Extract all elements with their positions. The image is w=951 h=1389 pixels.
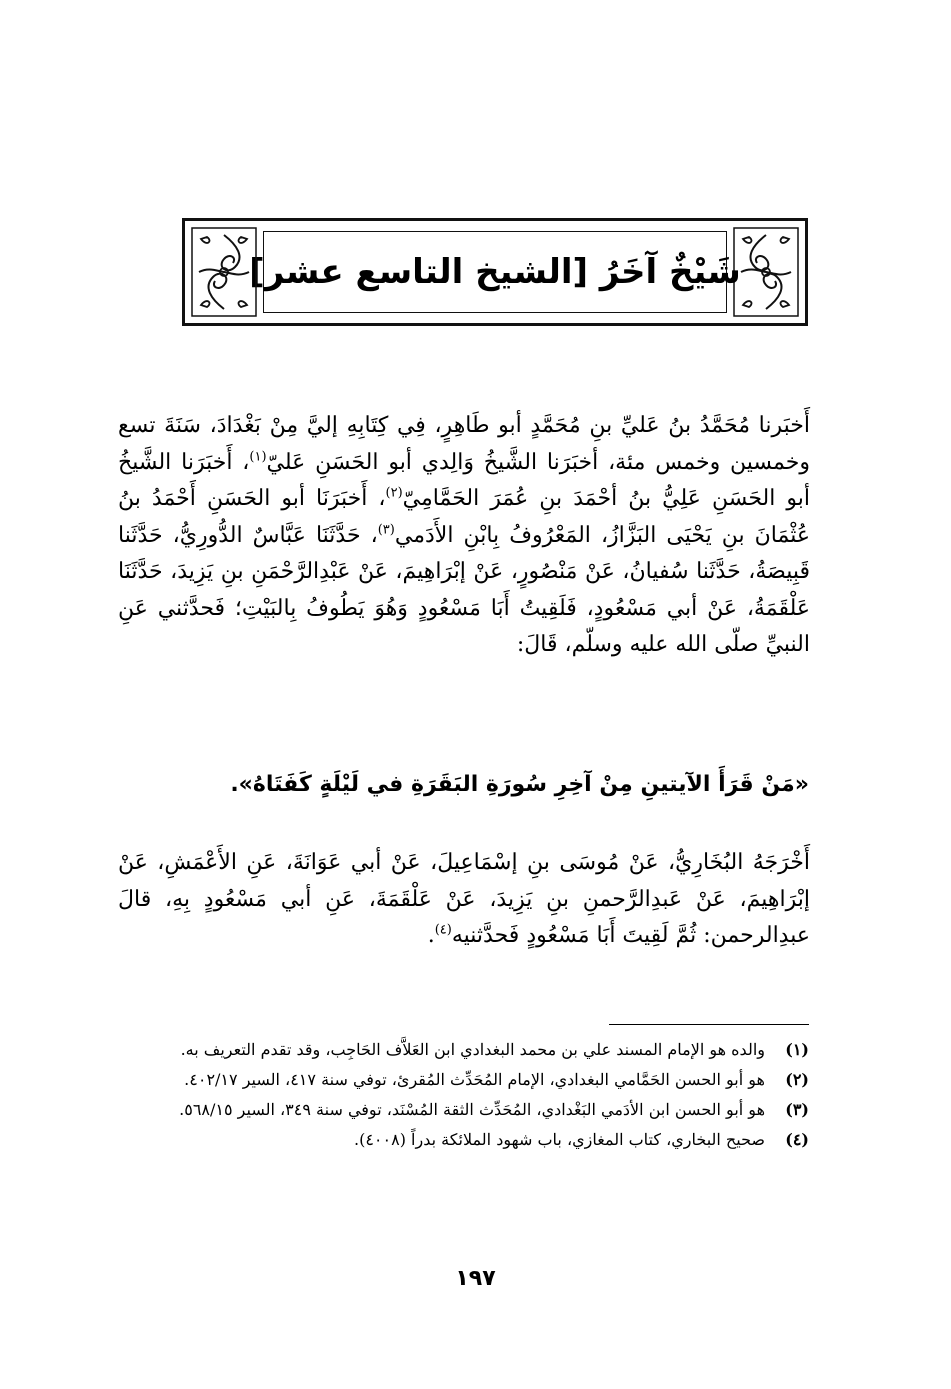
paragraph-text: ، حَدَّثَنَا عَبَّاسٌ الدُّورِيُّ، حَدَّثَنا قَبِيصَةُ، حَدَّثَنا سُفيانُ، عَنْ مَنْصُورٍ، عَنْ إبْرَاهِيمَ، عَنْ عَبْدِالرَّحْمَنِ بنِ يَزِيدَ، حَدَّثَنَا عَلْقَمَةُ، عَنْ أبي مَسْعُودٍ، فَلَقِيتُ أَبَا مَسْعُودٍ وَهُوَ يَطُوفُ بِالبَيْتِ؛ فَحدَّثني عَنِ النبيِّ صلّى الله عليه وسلّم، قَالَ: — [118, 522, 810, 657]
footnote-ref[interactable]: (١) — [249, 449, 267, 465]
footnote-item — [118, 1096, 809, 1123]
footnote-text: هو أبو الحسن ابن الأدَمي البَغْدادي، المُحَدِّث الثقة المُسْنَد، توفي سنة ٣٤٩، السير ٥٦٨/١٥. — [179, 1100, 765, 1119]
footnote-number: (٢) — [785, 1070, 809, 1089]
footnote-item — [118, 1036, 809, 1063]
footnote-text: والده هو الإمام المسند علي بن محمد البغدادي ابن العَلاَّف الحَاجِب، وقد تقدم التعريف به. — [180, 1040, 765, 1059]
footnote-ref[interactable]: (٢) — [385, 485, 403, 501]
footnote-number: (٤) — [785, 1130, 809, 1149]
chapter-title-inner-frame — [249, 231, 741, 313]
footnote-number: (١) — [785, 1040, 809, 1059]
footnote-number: (٣) — [785, 1100, 809, 1119]
footnote-text: صحيح البخاري، كتاب المغازي، باب شهود الملائكة بدراً (٤٠٠٨). — [354, 1130, 765, 1149]
chapter-title-frame — [182, 218, 808, 326]
footnote-ref[interactable]: (٤) — [434, 922, 452, 938]
footnote-ref[interactable]: (٣) — [377, 522, 395, 538]
footnote-text: هو أبو الحسن الحَمَّامي البغدادي، الإمام المُحَدِّث المُقرئ، توفي سنة ٤١٧، السير ٤٠٢/١٧. — [184, 1070, 765, 1089]
paragraph-text: أَخْرَجَهُ البُخَارِيُّ، عَنْ مُوسَى بنِ إسْمَاعِيلَ، عَنْ أبي عَوَانَةَ، عَنِ الأَعْمَشِ، عَنْ إبْرَاهِيمَ، عَنْ عَبدِالرَّحمنِ بنِ يَزِيدَ، عَنْ عَلْقَمَةَ، عَنِ أبي مَسْعُودٍ بِهِ، قالَ عبدِالرحمن: ثُمَّ لَقِيتَ أَبَا مَسْعُودٍ فَحدَّثنيه — [118, 850, 810, 948]
paragraph-text: ، أَخبَرَنا الشَّيخُ أبو الحَسَنِ عَلِيُّ بنُ أحْمَدَ بنِ عُمَرَ الحَمَّامِيّ — [118, 449, 811, 511]
chapter-title: شَيْخٌ آخَرُ [الشيخ التاسع عشر] — [249, 252, 741, 292]
floral-ornament-icon — [733, 227, 799, 317]
footnote-item — [118, 1126, 809, 1153]
floral-ornament-icon — [191, 227, 257, 317]
page-number: ١٩٧ — [455, 1266, 496, 1291]
isnad-paragraph — [118, 408, 810, 664]
footnote-divider — [609, 1024, 809, 1025]
hadith-quote: «مَنْ قَرَأَ الآيتينِ مِنْ آخِرِ سُورَةِ البَقَرَةِ في لَيْلَةٍ كَفَتَاهُ». — [230, 772, 809, 797]
footnotes-section — [118, 1036, 809, 1156]
paragraph-text: ، أَخبَرَنَا أبو الحَسَنِ أَحْمَدُ بنُ عُثْمَانَ بنِ يَحْيَى البَزَّازُ، المَعْرُوفُ بِابْنِ الأَدَمي — [118, 486, 810, 548]
paragraph-end: . — [427, 923, 435, 948]
footnote-item — [118, 1066, 809, 1093]
paragraph-text: أَخبَرنا مُحَمَّدُ بنُ عَليِّ بنِ مُحَمَّدٍ أبو طَاهِرٍ، فِي كِتَابِهِ إليَّ مِنْ بَغْدَادَ، سَنَةَ تسع وخمسين وخمس مئة، أخبَرَنا الشَّيخُ وَالِدي أبو الحَسَنِ عَليّ — [118, 413, 811, 475]
takhrij-paragraph — [118, 845, 810, 955]
